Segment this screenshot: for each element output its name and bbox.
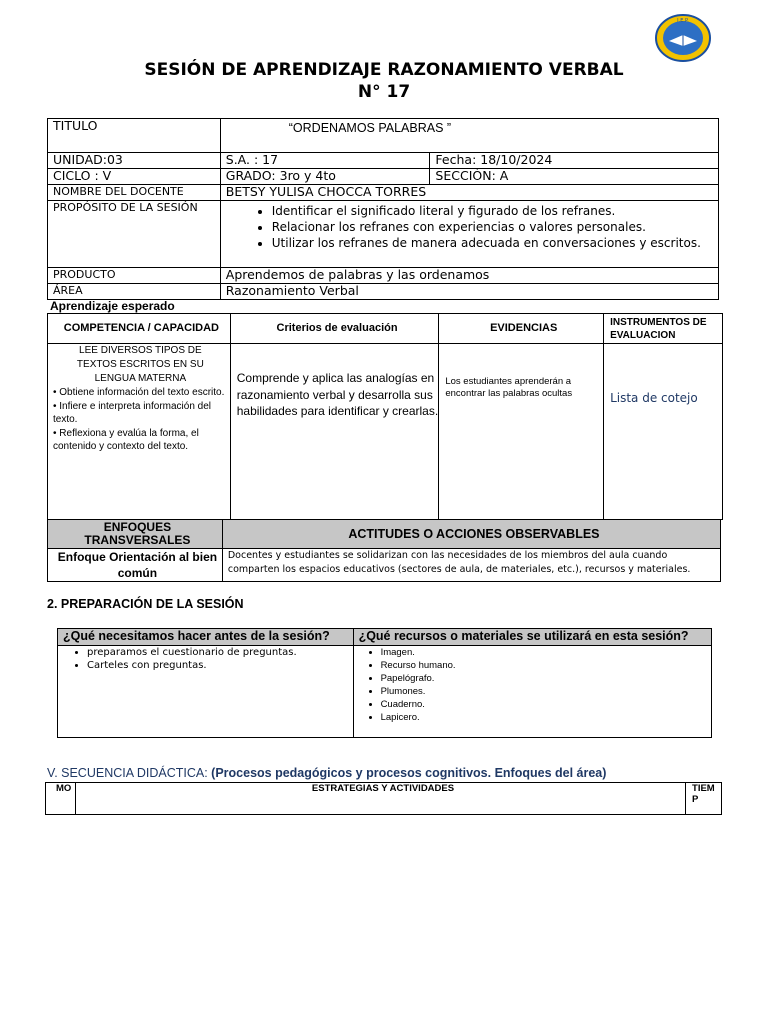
secuencia-title-main: V. SECUENCIA DIDÁCTICA: (47, 766, 208, 780)
tiempo-header: TIEMP (686, 783, 722, 815)
recursos-header: ¿Qué recursos o materiales se utilizará en esta sesión? (353, 629, 711, 646)
competencia-header: COMPETENCIA / CAPACIDAD (48, 314, 231, 344)
capacidad-item: • Obtiene información del texto escrito. (53, 387, 225, 398)
docente-value: BETSY YULISA CHOCCA TORRES (220, 185, 718, 201)
secuencia-title (47, 766, 606, 780)
ciclo-cell: CICLO : V (48, 169, 221, 185)
aprendizaje-table (47, 313, 723, 520)
producto-value: Aprendemos de palabras y las ordenamos (220, 268, 718, 284)
criterio-cell: Comprende y aplica las analogías en razonamiento verbal y desarrolla sus habilidades para identificar y crearlas. (230, 344, 439, 520)
page-title: SESIÓN DE APRENDIZAJE RAZONAMIENTO VERBAL (144, 60, 624, 80)
recurso-item: • Imagen. (381, 646, 711, 659)
aprendizaje-label: Aprendizaje esperado (50, 299, 175, 313)
grado-cell: GRADO: 3ro y 4to (220, 169, 430, 185)
svg-text:I.E.P.: I.E.P. (677, 18, 689, 24)
titulo-value: “ORDENAMOS PALABRAS ” (220, 119, 718, 153)
recurso-item: • Cuaderno. (381, 698, 711, 711)
proposito-item: • Utilizar los refranes de manera adecuada en conversaciones y escritos. (272, 235, 718, 251)
capacidad-item: • Reflexiona y evalúa la forma, el contenido y contexto del texto. (53, 427, 199, 452)
seccion-cell: SECCIÓN: A (430, 169, 719, 185)
competencia-cell (48, 344, 231, 520)
antes-item: • Carteles con preguntas. (87, 659, 353, 672)
competencia-title: LEE DIVERSOS TIPOS DE TEXTOS ESCRITOS EN SU LENGUA MATERNA (76, 345, 204, 384)
antes-header: ¿Qué necesitamos hacer antes de la sesión? (58, 629, 354, 646)
actitudes-header: ACTITUDES O ACCIONES OBSERVABLES (222, 520, 720, 549)
preparacion-title: 2. PREPARACIÓN DE LA SESIÓN (47, 597, 244, 611)
session-info-table (47, 118, 719, 300)
evidencias-header: EVIDENCIAS (439, 314, 604, 344)
school-logo (654, 13, 712, 63)
estrategias-header: ESTRATEGIAS Y ACTIVIDADES (75, 783, 685, 815)
recurso-item: • Recurso humano. (381, 659, 711, 672)
recurso-item: • Papelógrafo. (381, 672, 711, 685)
recursos-list (353, 646, 711, 738)
enfoques-table (47, 519, 721, 582)
mo-header: MO (46, 783, 76, 815)
sa-cell: S.A. : 17 (220, 153, 430, 169)
preparacion-table (57, 628, 712, 738)
recurso-item: • Lapicero. (381, 711, 711, 724)
titulo-label: TITULO (48, 119, 221, 153)
enfoques-header: ENFOQUES TRANSVERSALES (48, 520, 223, 549)
proposito-item: • Relacionar los refranes con experiencias o valores personales. (272, 219, 718, 235)
fecha-cell: Fecha: 18/10/2024 (430, 153, 719, 169)
recurso-item: • Plumones. (381, 685, 711, 698)
antes-item: • preparamos el cuestionario de preguntas. (87, 646, 353, 659)
area-value: Razonamiento Verbal (220, 284, 718, 300)
instrumento-cell: Lista de cotejo (604, 344, 723, 520)
unidad-cell: UNIDAD:03 (48, 153, 221, 169)
proposito-list (220, 201, 718, 268)
producto-label: PRODUCTO (48, 268, 221, 284)
area-label: ÁREA (48, 284, 221, 300)
enfoque-cell: Enfoque Orientación al bien común (48, 549, 223, 582)
proposito-label: PROPÓSITO DE LA SESIÓN (48, 201, 221, 268)
session-number: N° 17 (357, 82, 411, 102)
actitud-cell: Docentes y estudiantes se solidarizan con las necesidades de los miembros del aula cuando comparten los espacios educativos (sectores de aula, de materiales, etc.), recursos y materiales. (222, 549, 720, 582)
proposito-item: • Identificar el significado literal y figurado de los refranes. (272, 203, 718, 219)
capacidad-item: • Infiere e interpreta información del texto. (53, 400, 212, 425)
antes-list (58, 646, 354, 738)
docente-label: NOMBRE DEL DOCENTE (48, 185, 221, 201)
evidencia-cell: Los estudiantes aprenderán a encontrar las palabras ocultas (439, 344, 604, 520)
secuencia-title-sub: (Procesos pedagógicos y procesos cognitivos. Enfoques del área) (211, 766, 607, 780)
criterios-header: Criterios de evaluación (230, 314, 439, 344)
instrumentos-header: INSTRUMENTOS DE EVALUACION (604, 314, 723, 344)
secuencia-table (45, 782, 722, 815)
